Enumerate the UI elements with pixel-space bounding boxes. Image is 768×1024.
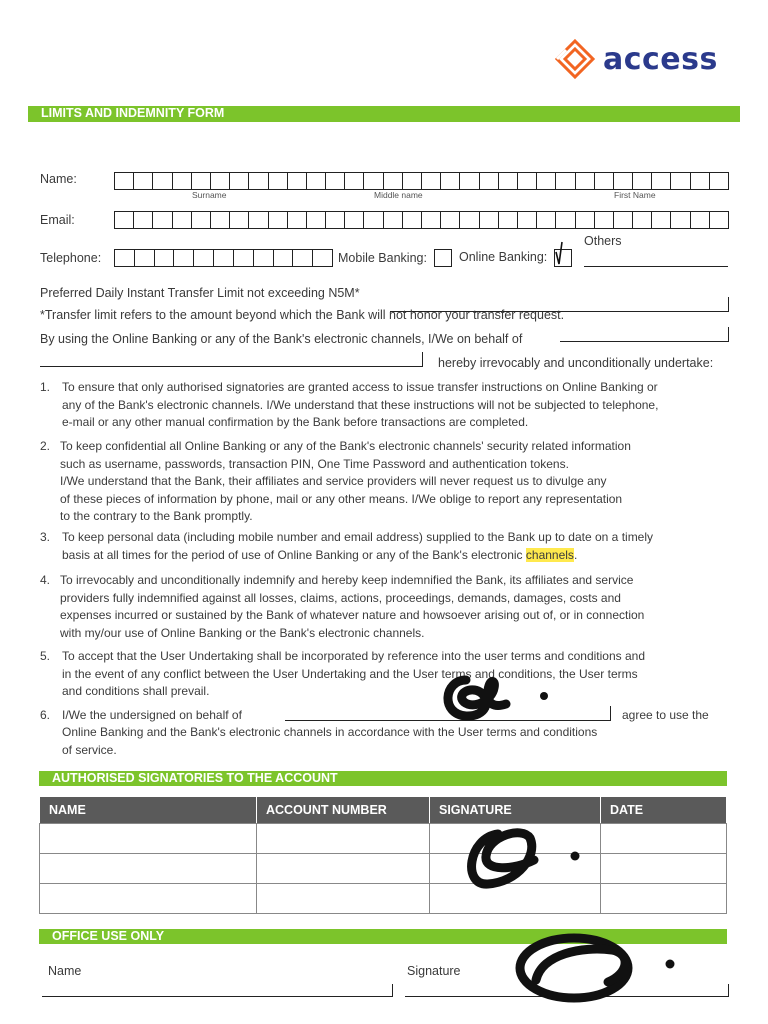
clause-3 xyxy=(40,529,740,562)
character-box[interactable] xyxy=(230,212,249,228)
email-input-boxes[interactable] xyxy=(114,211,729,229)
character-box[interactable] xyxy=(499,212,518,228)
clause-line: To irrevocably and unconditionally indemnify and hereby keep indemnified the Bank, its affiliates and service xyxy=(60,573,634,587)
telephone-input-boxes[interactable] xyxy=(114,249,333,267)
character-box[interactable] xyxy=(364,212,383,228)
office-name-label: Name xyxy=(48,964,82,978)
character-box[interactable] xyxy=(249,212,268,228)
clause-line: any of the Bank's electronic channels. I/We understand that these instructions will not be subjected to telephone, xyxy=(62,397,659,412)
character-box[interactable] xyxy=(633,212,652,228)
clause-number: 1. xyxy=(40,380,51,394)
character-box[interactable] xyxy=(155,250,175,266)
character-box[interactable] xyxy=(460,212,479,228)
clause-line: basis at all times for the period of use of Online Banking or any of the Bank's electronic xyxy=(62,547,523,562)
form-title-bar: LIMITS AND INDEMNITY FORM xyxy=(28,106,740,122)
highlighted-word: channels xyxy=(525,547,574,562)
clause-5 xyxy=(40,648,740,698)
character-box[interactable] xyxy=(364,173,383,189)
character-box[interactable] xyxy=(595,173,614,189)
behalf-text: By using the Online Banking or any of the Bank's electronic channels, I/We on behalf of xyxy=(40,332,523,346)
character-box[interactable] xyxy=(345,212,364,228)
character-box[interactable] xyxy=(214,250,234,266)
character-box[interactable] xyxy=(671,212,690,228)
table-row xyxy=(40,884,727,914)
access-diamond-logo-icon xyxy=(554,38,596,80)
character-box[interactable] xyxy=(499,173,518,189)
date-cell[interactable] xyxy=(601,884,727,914)
clause-line: such as username, passwords, transaction PIN, One Time Password and authentication tokens. xyxy=(60,456,569,471)
clause-line: and conditions shall prevail. xyxy=(62,684,210,698)
character-box[interactable] xyxy=(480,212,499,228)
clause-line: of these pieces of information by phone, mail or any other means. I/We oblige to report any representation xyxy=(60,491,623,506)
character-box[interactable] xyxy=(269,173,288,189)
character-box[interactable] xyxy=(518,173,537,189)
character-box[interactable] xyxy=(537,173,556,189)
character-box[interactable] xyxy=(384,173,403,189)
character-box[interactable] xyxy=(671,173,690,189)
character-box[interactable] xyxy=(134,173,153,189)
character-box[interactable] xyxy=(288,173,307,189)
character-box[interactable] xyxy=(249,173,268,189)
character-box[interactable] xyxy=(518,212,537,228)
character-box[interactable] xyxy=(633,173,652,189)
online-banking-label: Online Banking: xyxy=(459,250,548,264)
clause-line: To ensure that only authorised signatories are granted access to issue transfer instructions on Online Banking or xyxy=(62,380,658,394)
transfer-limit-note: *Transfer limit refers to the amount beyond which the Bank will not honor your transfer request. xyxy=(40,308,565,322)
character-box[interactable] xyxy=(614,173,633,189)
character-box[interactable] xyxy=(691,212,710,228)
email-label: Email: xyxy=(40,213,75,227)
character-box[interactable] xyxy=(211,212,230,228)
column-header-account-number: ACCOUNT NUMBER xyxy=(257,797,430,824)
clause-tail: . xyxy=(573,547,578,562)
first-name-caption: First Name xyxy=(614,190,656,200)
character-box[interactable] xyxy=(403,212,422,228)
character-box[interactable] xyxy=(345,173,364,189)
character-box[interactable] xyxy=(313,250,332,266)
character-box[interactable] xyxy=(537,212,556,228)
clause-number: 5. xyxy=(40,649,51,663)
signatories-title-bar: AUTHORISED SIGNATORIES TO THE ACCOUNT xyxy=(39,771,727,786)
mobile-banking-checkbox[interactable] xyxy=(434,249,452,267)
clause-line: I/We the undersigned on behalf of xyxy=(62,708,242,722)
account-number-cell[interactable] xyxy=(257,884,430,914)
character-box[interactable] xyxy=(293,250,313,266)
clause-2 xyxy=(40,438,740,523)
character-box[interactable] xyxy=(269,212,288,228)
character-box[interactable] xyxy=(710,173,728,189)
character-box[interactable] xyxy=(614,212,633,228)
character-box[interactable] xyxy=(556,212,575,228)
character-box[interactable] xyxy=(135,250,155,266)
office-use-title-bar: OFFICE USE ONLY xyxy=(39,929,727,944)
character-box[interactable] xyxy=(192,212,211,228)
clause-1 xyxy=(40,379,740,429)
behalf-input-line-1[interactable] xyxy=(560,327,729,342)
character-box[interactable] xyxy=(134,212,153,228)
character-box[interactable] xyxy=(691,173,710,189)
scribble-mark xyxy=(436,670,556,726)
others-input-line[interactable] xyxy=(584,266,728,267)
transfer-limit-label: Preferred Daily Instant Transfer Limit not exceeding N5M* xyxy=(40,286,360,300)
checkmark-icon xyxy=(550,238,570,268)
undertake-text: hereby irrevocably and unconditionally undertake: xyxy=(438,356,714,370)
name-cell[interactable] xyxy=(40,824,257,854)
character-box[interactable] xyxy=(576,173,595,189)
character-box[interactable] xyxy=(115,212,134,228)
column-header-name: NAME xyxy=(40,797,257,824)
column-header-date: DATE xyxy=(601,797,727,824)
character-box[interactable] xyxy=(403,173,422,189)
character-box[interactable] xyxy=(576,212,595,228)
clause-number: 6. xyxy=(40,708,51,722)
office-name-input-line[interactable] xyxy=(42,984,393,997)
clause-line: with my/our use of Online Banking or the Bank's electronic channels. xyxy=(60,625,425,640)
character-box[interactable] xyxy=(307,212,326,228)
date-cell[interactable] xyxy=(601,854,727,884)
office-signature-label: Signature xyxy=(407,964,461,978)
clause-line: e-mail or any other manual confirmation by the Bank before transactions are completed. xyxy=(62,415,529,429)
character-box[interactable] xyxy=(326,173,345,189)
surname-caption: Surname xyxy=(192,190,227,200)
character-box[interactable] xyxy=(173,212,192,228)
character-box[interactable] xyxy=(710,212,728,228)
column-header-signature: SIGNATURE xyxy=(430,797,601,824)
mobile-banking-label: Mobile Banking: xyxy=(338,251,427,265)
character-box[interactable] xyxy=(153,173,172,189)
clause-line: of service. xyxy=(62,742,117,757)
character-box[interactable] xyxy=(288,212,307,228)
character-box[interactable] xyxy=(652,173,671,189)
clause-line: To accept that the User Undertaking shall be incorporated by reference into the user terms and conditions and xyxy=(62,649,646,663)
character-box[interactable] xyxy=(422,173,441,189)
character-box[interactable] xyxy=(211,173,230,189)
clause-line: to the contrary to the Bank promptly. xyxy=(60,509,253,523)
character-box[interactable] xyxy=(173,173,192,189)
character-box[interactable] xyxy=(234,250,254,266)
character-box[interactable] xyxy=(595,212,614,228)
signatories-table xyxy=(39,796,727,914)
name-input-boxes[interactable] xyxy=(114,172,729,190)
character-box[interactable] xyxy=(460,173,479,189)
clause-number: 2. xyxy=(40,439,51,453)
character-box[interactable] xyxy=(422,212,441,228)
character-box[interactable] xyxy=(230,173,249,189)
clause-after: agree to use the xyxy=(622,708,709,722)
clause-line: Online Banking and the Bank's electronic channels in accordance with the User terms and conditions xyxy=(62,725,598,739)
character-box[interactable] xyxy=(192,173,211,189)
behalf-input-line-2[interactable] xyxy=(40,352,423,367)
telephone-label: Telephone: xyxy=(40,251,102,265)
character-box[interactable] xyxy=(115,250,135,266)
clause-line: in the event of any conflict between the User Undertaking and the User terms and conditions, the User terms xyxy=(62,666,638,681)
date-cell[interactable] xyxy=(601,824,727,854)
others-label: Others xyxy=(584,234,622,248)
account-number-cell[interactable] xyxy=(257,854,430,884)
character-box[interactable] xyxy=(480,173,499,189)
character-box[interactable] xyxy=(194,250,214,266)
character-box[interactable] xyxy=(326,212,345,228)
character-box[interactable] xyxy=(441,173,460,189)
character-box[interactable] xyxy=(307,173,326,189)
table-row xyxy=(40,854,727,884)
clause-line: providers fully indemnified against all losses, claims, actions, proceedings, demands, damages, costs and xyxy=(60,590,621,605)
clause-line: To keep personal data (including mobile number and email address) supplied to the Bank up to date on a timely xyxy=(62,530,654,544)
character-box[interactable] xyxy=(652,212,671,228)
clause-4 xyxy=(40,572,740,640)
character-box[interactable] xyxy=(274,250,294,266)
name-label: Name: xyxy=(40,172,77,186)
character-box[interactable] xyxy=(254,250,274,266)
character-box[interactable] xyxy=(153,212,172,228)
account-number-cell[interactable] xyxy=(257,824,430,854)
clause-line: expenses incurred or sustained by the Bank of whatever nature and howsoever arising out of, or in connection xyxy=(60,608,645,622)
character-box[interactable] xyxy=(174,250,194,266)
character-box[interactable] xyxy=(441,212,460,228)
name-cell[interactable] xyxy=(40,884,257,914)
clause-line: I/We understand that the Bank, their affiliates and service providers will never request us to divulge any xyxy=(60,474,607,488)
middle-name-caption: Middle name xyxy=(374,190,423,200)
clause-line: To keep confidential all Online Banking or any of the Bank's electronic channels' security related information xyxy=(60,439,631,453)
name-cell[interactable] xyxy=(40,854,257,884)
access-logo-text: access xyxy=(603,42,718,77)
character-box[interactable] xyxy=(556,173,575,189)
table-row xyxy=(40,824,727,854)
scribble-mark xyxy=(512,928,682,1014)
clause-number: 4. xyxy=(40,573,51,587)
clause-number: 3. xyxy=(40,530,51,544)
scribble-mark xyxy=(458,826,588,894)
character-box[interactable] xyxy=(115,173,134,189)
character-box[interactable] xyxy=(384,212,403,228)
